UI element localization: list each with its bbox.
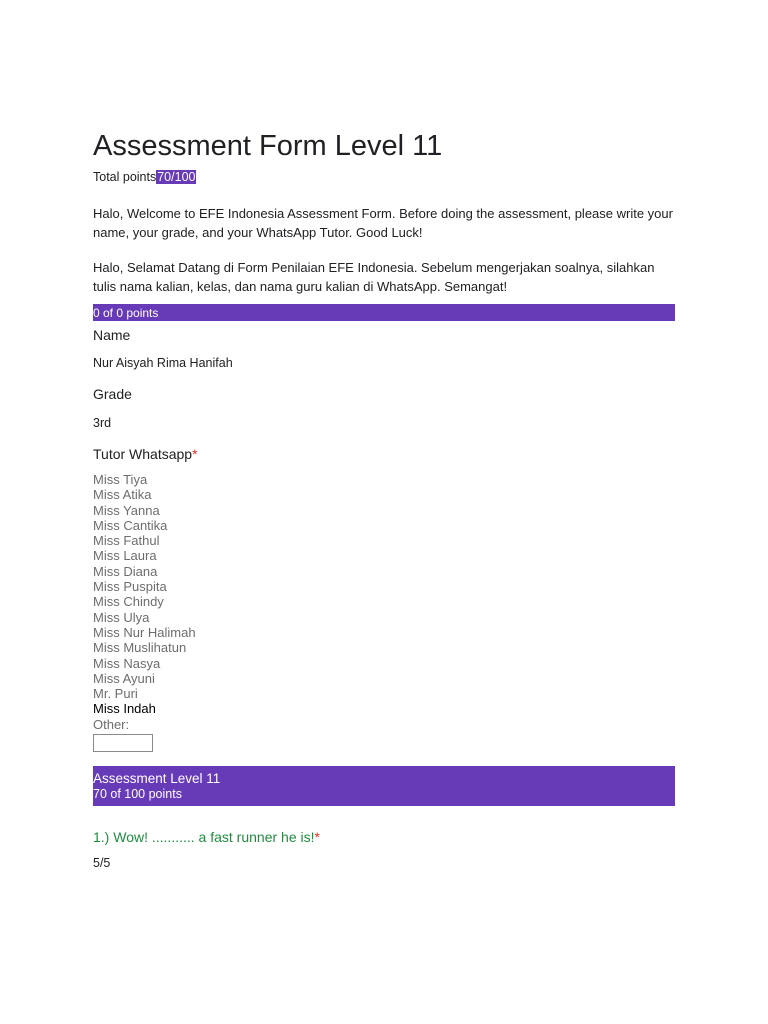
total-points-score: 70/100 — [157, 170, 196, 184]
question-1-score: 5/5 — [93, 856, 111, 870]
tutor-option[interactable]: Miss Puspita — [93, 579, 167, 595]
grade-question-label: Grade — [93, 386, 132, 402]
tutor-option[interactable]: Miss Chindy — [93, 594, 164, 610]
section-points: 70 of 100 points — [93, 787, 182, 801]
other-option-input[interactable] — [93, 734, 153, 752]
total-points — [93, 170, 196, 184]
tutor-option[interactable]: Miss Cantika — [93, 517, 168, 533]
total-points-label: Total points — [93, 170, 157, 184]
name-question-label: Name — [93, 327, 131, 343]
tutor-option[interactable]: Miss Fathul — [93, 533, 160, 549]
section-title: Assessment Level 11 — [93, 771, 221, 786]
tutor-option[interactable]: Miss Laura — [93, 548, 157, 564]
section-header-assessment — [93, 766, 675, 806]
required-asterisk: * — [192, 446, 198, 462]
grade-answer: 3rd — [93, 416, 112, 430]
tutor-option[interactable]: Miss Ulya — [93, 609, 150, 625]
question-1 — [93, 829, 320, 845]
section-points-bar: 0 of 0 points — [93, 304, 675, 321]
tutor-options-list — [93, 472, 196, 732]
tutor-question-text: Tutor Whatsapp — [93, 446, 193, 462]
intro-indonesian: Halo, Selamat Datang di Form Penilaian EFE Indonesia. Sebelum mengerjakan soalnya, silahkan tulis nama kalian, kelas, dan nama guru kalian di WhatsApp. Semangat! — [93, 260, 655, 294]
question-1-text: 1.) Wow! ........... a fast runner he is! — [93, 829, 315, 845]
tutor-option[interactable]: Mr. Puri — [93, 686, 138, 702]
tutor-question-label — [93, 446, 198, 462]
intro-english: Halo, Welcome to EFE Indonesia Assessment Form. Before doing the assessment, please write your name, your grade, and your WhatsApp Tutor. Good Luck! — [93, 206, 673, 240]
tutor-option[interactable]: Miss Nasya — [93, 655, 161, 671]
name-answer: Nur Aisyah Rima Hanifah — [93, 356, 233, 370]
tutor-option[interactable]: Miss Atika — [93, 487, 152, 503]
tutor-option[interactable]: Miss Diana — [93, 563, 158, 579]
required-asterisk: * — [314, 829, 320, 845]
tutor-option[interactable]: Miss Muslihatun — [93, 640, 187, 656]
tutor-option[interactable]: Miss Yanna — [93, 502, 160, 518]
tutor-option[interactable]: Miss Tiya — [93, 472, 148, 487]
form-title: Assessment Form Level 11 — [93, 130, 443, 162]
tutor-option[interactable]: Miss Indah — [93, 701, 156, 717]
tutor-option-other[interactable]: Other: — [93, 716, 130, 732]
tutor-option[interactable]: Miss Nur Halimah — [93, 624, 196, 640]
tutor-option[interactable]: Miss Ayuni — [93, 670, 155, 686]
